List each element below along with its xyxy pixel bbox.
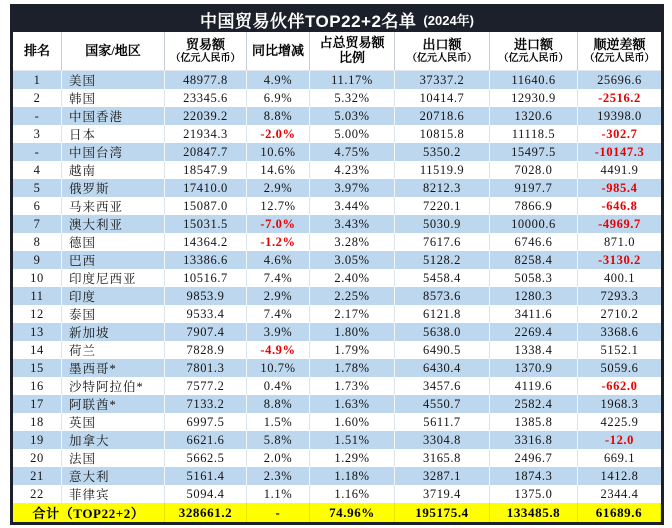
cell: 荷兰: [62, 341, 165, 359]
cell: 7577.2: [165, 377, 247, 395]
table-row: [13, 233, 661, 251]
cell: 1968.3: [600, 396, 639, 411]
cell: 17: [13, 395, 62, 413]
cell: 3719.4: [395, 485, 490, 503]
cell: 11640.6: [490, 71, 578, 89]
cell: 3.9%: [247, 323, 310, 341]
cell: 1385.8: [490, 413, 578, 431]
cell: 3.43%: [310, 215, 395, 233]
cell: 7617.6: [395, 233, 490, 251]
cell: 9853.9: [165, 287, 247, 305]
table-row: [13, 251, 661, 269]
table-row: [13, 359, 661, 377]
cell: 11519.9: [395, 161, 490, 179]
cell: 0.4%: [247, 377, 310, 395]
cell: 7907.4: [165, 323, 247, 341]
cell: -4.9%: [247, 341, 310, 359]
cell: 7866.9: [490, 197, 578, 215]
cell: 4.23%: [310, 161, 395, 179]
cell: 19398.0: [597, 108, 642, 123]
column-header: 进口额 （亿元人民币）: [490, 32, 578, 70]
cell: 中国台湾: [62, 143, 165, 161]
table-row: [13, 305, 661, 323]
cell: 1.5%: [247, 413, 310, 431]
column-header: 占总贸易额 比例: [310, 32, 395, 70]
cell: 25696.6: [597, 72, 642, 87]
cell: 7801.3: [165, 359, 247, 377]
cell: -302.7: [601, 126, 638, 141]
cell: 10516.7: [165, 269, 247, 287]
cell: -: [13, 143, 62, 161]
column-header: 顺逆差额 （亿元人民币）: [584, 36, 655, 64]
cell: 4.75%: [310, 143, 395, 161]
cell: 20: [13, 449, 62, 467]
cell: 法国: [62, 449, 165, 467]
cell: 1370.9: [490, 359, 578, 377]
cell: 4.9%: [247, 71, 310, 89]
total-cell: 133485.8: [490, 503, 578, 522]
title-main: 中国贸易伙伴TOP22+2名单: [199, 12, 417, 31]
cell: 20718.6: [395, 107, 490, 125]
cell: 1.73%: [310, 377, 395, 395]
cell: 8212.3: [395, 179, 490, 197]
cell: 8: [13, 233, 62, 251]
cell: 日本: [62, 125, 165, 143]
cell: 1.29%: [310, 449, 395, 467]
cell: 2582.4: [490, 395, 578, 413]
cell: 1.80%: [310, 323, 395, 341]
total-cell: -: [247, 503, 310, 522]
cell: 7.4%: [247, 305, 310, 323]
table-row: [13, 413, 661, 431]
cell: 7: [13, 215, 62, 233]
cell: 1.1%: [247, 485, 310, 503]
cell: 18547.9: [165, 161, 247, 179]
cell: 1.78%: [310, 359, 395, 377]
table-row: [13, 395, 661, 413]
cell: 11118.5: [490, 125, 578, 143]
table-row: [13, 287, 661, 305]
cell: 1874.3: [490, 467, 578, 485]
cell: 5030.9: [395, 215, 490, 233]
cell: 669.1: [603, 450, 636, 465]
table-row: [13, 161, 661, 179]
cell: 沙特阿拉伯*: [62, 377, 165, 395]
cell: 3304.8: [395, 431, 490, 449]
cell: 871.0: [603, 234, 636, 249]
cell: 6.9%: [247, 89, 310, 107]
cell: 5638.0: [395, 323, 490, 341]
cell: 3.05%: [310, 251, 395, 269]
cell: 12: [13, 305, 62, 323]
cell: 18: [13, 413, 62, 431]
cell: 泰国: [62, 305, 165, 323]
cell: 1.63%: [310, 395, 395, 413]
table-row: [13, 107, 661, 125]
cell: 3.28%: [310, 233, 395, 251]
cell: -1.2%: [247, 233, 310, 251]
cell: 2.9%: [247, 287, 310, 305]
cell: 1375.0: [490, 485, 578, 503]
cell: 12.7%: [247, 197, 310, 215]
cell: 15: [13, 359, 62, 377]
cell: 4.6%: [247, 251, 310, 269]
cell: 俄罗斯: [62, 179, 165, 197]
cell: 10.7%: [247, 359, 310, 377]
table-row: [13, 485, 661, 503]
cell: 6621.6: [165, 431, 247, 449]
cell: -7.0%: [247, 215, 310, 233]
cell: 5059.6: [600, 360, 639, 375]
cell: 7220.1: [395, 197, 490, 215]
cell: 越南: [62, 161, 165, 179]
cell: -646.8: [601, 198, 638, 213]
cell: 意大利: [62, 467, 165, 485]
cell: 14364.2: [165, 233, 247, 251]
column-header: 贸易额 （亿元人民币）: [165, 32, 247, 70]
cell: -10147.3: [594, 144, 645, 159]
cell: 3165.8: [395, 449, 490, 467]
table-row: [13, 269, 661, 287]
cell: -4969.7: [598, 216, 641, 231]
cell: 5: [13, 179, 62, 197]
cell: 1320.6: [490, 107, 578, 125]
table-row: [13, 215, 661, 233]
cell: 5.32%: [310, 89, 395, 107]
cell: 2269.4: [490, 323, 578, 341]
table-row: [13, 71, 661, 89]
table-row: [13, 449, 661, 467]
cell: 菲律宾: [62, 485, 165, 503]
cell: 2.9%: [247, 179, 310, 197]
cell: -662.0: [601, 378, 638, 393]
cell: 5058.3: [490, 269, 578, 287]
cell: 5.00%: [310, 125, 395, 143]
cell: 5128.2: [395, 251, 490, 269]
cell: 10: [13, 269, 62, 287]
cell: 3411.6: [490, 305, 578, 323]
table-row: [13, 323, 661, 341]
cell: 德国: [62, 233, 165, 251]
cell: 10414.7: [395, 89, 490, 107]
cell: 10000.6: [490, 215, 578, 233]
cell: -985.4: [601, 180, 638, 195]
cell: 1.79%: [310, 341, 395, 359]
cell: 1.16%: [310, 485, 395, 503]
cell: 7133.2: [165, 395, 247, 413]
cell: 美国: [62, 71, 165, 89]
cell: 14: [13, 341, 62, 359]
cell: 48977.8: [165, 71, 247, 89]
cell: 3287.1: [395, 467, 490, 485]
total-cell: 195175.4: [395, 503, 490, 522]
cell: 21934.3: [165, 125, 247, 143]
cell: 7828.9: [165, 341, 247, 359]
cell: 13386.6: [165, 251, 247, 269]
cell: 6430.4: [395, 359, 490, 377]
cell: 22: [13, 485, 62, 503]
cell: 2.3%: [247, 467, 310, 485]
cell: 5611.7: [395, 413, 490, 431]
cell: 23345.6: [165, 89, 247, 107]
cell: 19: [13, 431, 62, 449]
table-row: [13, 125, 661, 143]
cell: 9197.7: [490, 179, 578, 197]
cell: 6: [13, 197, 62, 215]
cell: 11: [13, 287, 62, 305]
cell: -2.0%: [247, 125, 310, 143]
column-header: 排名: [13, 32, 62, 70]
cell: 15497.5: [490, 143, 578, 161]
cell: 7293.3: [600, 288, 639, 303]
cell: 1.18%: [310, 467, 395, 485]
cell: 2.40%: [310, 269, 395, 287]
table-row: [13, 89, 661, 107]
column-header: 国家/地区: [62, 32, 165, 70]
cell: 15031.5: [165, 215, 247, 233]
cell: 8258.4: [490, 251, 578, 269]
cell: 400.1: [603, 270, 636, 285]
trade-table: [10, 4, 664, 525]
column-header: 出口额 （亿元人民币）: [395, 32, 490, 70]
cell: 14.6%: [247, 161, 310, 179]
cell: 16: [13, 377, 62, 395]
cell: 7028.0: [490, 161, 578, 179]
table-row: [13, 197, 661, 215]
total-row: [13, 503, 661, 522]
cell: 巴西: [62, 251, 165, 269]
cell: 5662.5: [165, 449, 247, 467]
cell: 墨西哥*: [62, 359, 165, 377]
cell: 新加坡: [62, 323, 165, 341]
cell: 2.17%: [310, 305, 395, 323]
title-year: (2024年): [423, 13, 475, 28]
cell: 澳大利亚: [62, 215, 165, 233]
cell: 2344.4: [600, 486, 639, 501]
cell: 4225.9: [600, 414, 639, 429]
cell: 11.17%: [310, 71, 395, 89]
cell: 2: [13, 89, 62, 107]
cell: 8.8%: [247, 107, 310, 125]
cell: 阿联酋*: [62, 395, 165, 413]
cell: 5350.2: [395, 143, 490, 161]
total-cell: 74.96%: [310, 503, 395, 522]
cell: 韩国: [62, 89, 165, 107]
cell: 8573.6: [395, 287, 490, 305]
total-cell: 61689.6: [578, 503, 661, 522]
cell: -3130.2: [598, 252, 641, 267]
cell: 10.6%: [247, 143, 310, 161]
cell: 3368.6: [600, 324, 639, 339]
table-row: [13, 143, 661, 161]
column-header: 同比增减: [247, 32, 310, 70]
table-row: [13, 179, 661, 197]
cell: 9: [13, 251, 62, 269]
cell: 6746.6: [490, 233, 578, 251]
cell: 4119.6: [490, 377, 578, 395]
cell: 37337.2: [395, 71, 490, 89]
cell: 6490.5: [395, 341, 490, 359]
cell: 4550.7: [395, 395, 490, 413]
cell: 4491.9: [600, 162, 639, 177]
cell: 1.60%: [310, 413, 395, 431]
cell: 1412.8: [600, 468, 639, 483]
cell: 10815.8: [395, 125, 490, 143]
cell: -2516.2: [598, 90, 641, 105]
cell: 3: [13, 125, 62, 143]
cell: 17410.0: [165, 179, 247, 197]
cell: 2.25%: [310, 287, 395, 305]
cell: 5.8%: [247, 431, 310, 449]
cell: 印度尼西亚: [62, 269, 165, 287]
cell: 15087.0: [165, 197, 247, 215]
cell: 3457.6: [395, 377, 490, 395]
cell: 中国香港: [62, 107, 165, 125]
cell: 1.51%: [310, 431, 395, 449]
table-body: [13, 71, 661, 503]
total-cell: 328661.2: [165, 503, 247, 522]
table-row: [13, 467, 661, 485]
header-row: [13, 32, 661, 71]
cell: 20847.7: [165, 143, 247, 161]
table-row: [13, 431, 661, 449]
cell: 4: [13, 161, 62, 179]
cell: 6997.5: [165, 413, 247, 431]
cell: -12.0: [604, 432, 635, 447]
table-title: [13, 7, 661, 32]
cell: 8.8%: [247, 395, 310, 413]
cell: 21: [13, 467, 62, 485]
cell: 3.97%: [310, 179, 395, 197]
cell: 3316.8: [490, 431, 578, 449]
cell: 印度: [62, 287, 165, 305]
cell: 马来西亚: [62, 197, 165, 215]
cell: 2496.7: [490, 449, 578, 467]
cell: 5458.4: [395, 269, 490, 287]
cell: 5161.4: [165, 467, 247, 485]
cell: 1280.3: [490, 287, 578, 305]
cell: 5.03%: [310, 107, 395, 125]
cell: 7.4%: [247, 269, 310, 287]
cell: -: [13, 107, 62, 125]
cell: 9533.4: [165, 305, 247, 323]
total-label: 合计（TOP22+2）: [13, 503, 165, 522]
cell: 2710.2: [600, 306, 639, 321]
table-row: [13, 377, 661, 395]
cell: 2.0%: [247, 449, 310, 467]
cell: 3.44%: [310, 197, 395, 215]
cell: 13: [13, 323, 62, 341]
cell: 5152.1: [600, 342, 639, 357]
cell: 加拿大: [62, 431, 165, 449]
cell: 6121.8: [395, 305, 490, 323]
cell: 1: [13, 71, 62, 89]
cell: 英国: [62, 413, 165, 431]
cell: 12930.9: [490, 89, 578, 107]
cell: 22039.2: [165, 107, 247, 125]
cell: 5094.4: [165, 485, 247, 503]
table-row: [13, 341, 661, 359]
cell: 1338.4: [490, 341, 578, 359]
